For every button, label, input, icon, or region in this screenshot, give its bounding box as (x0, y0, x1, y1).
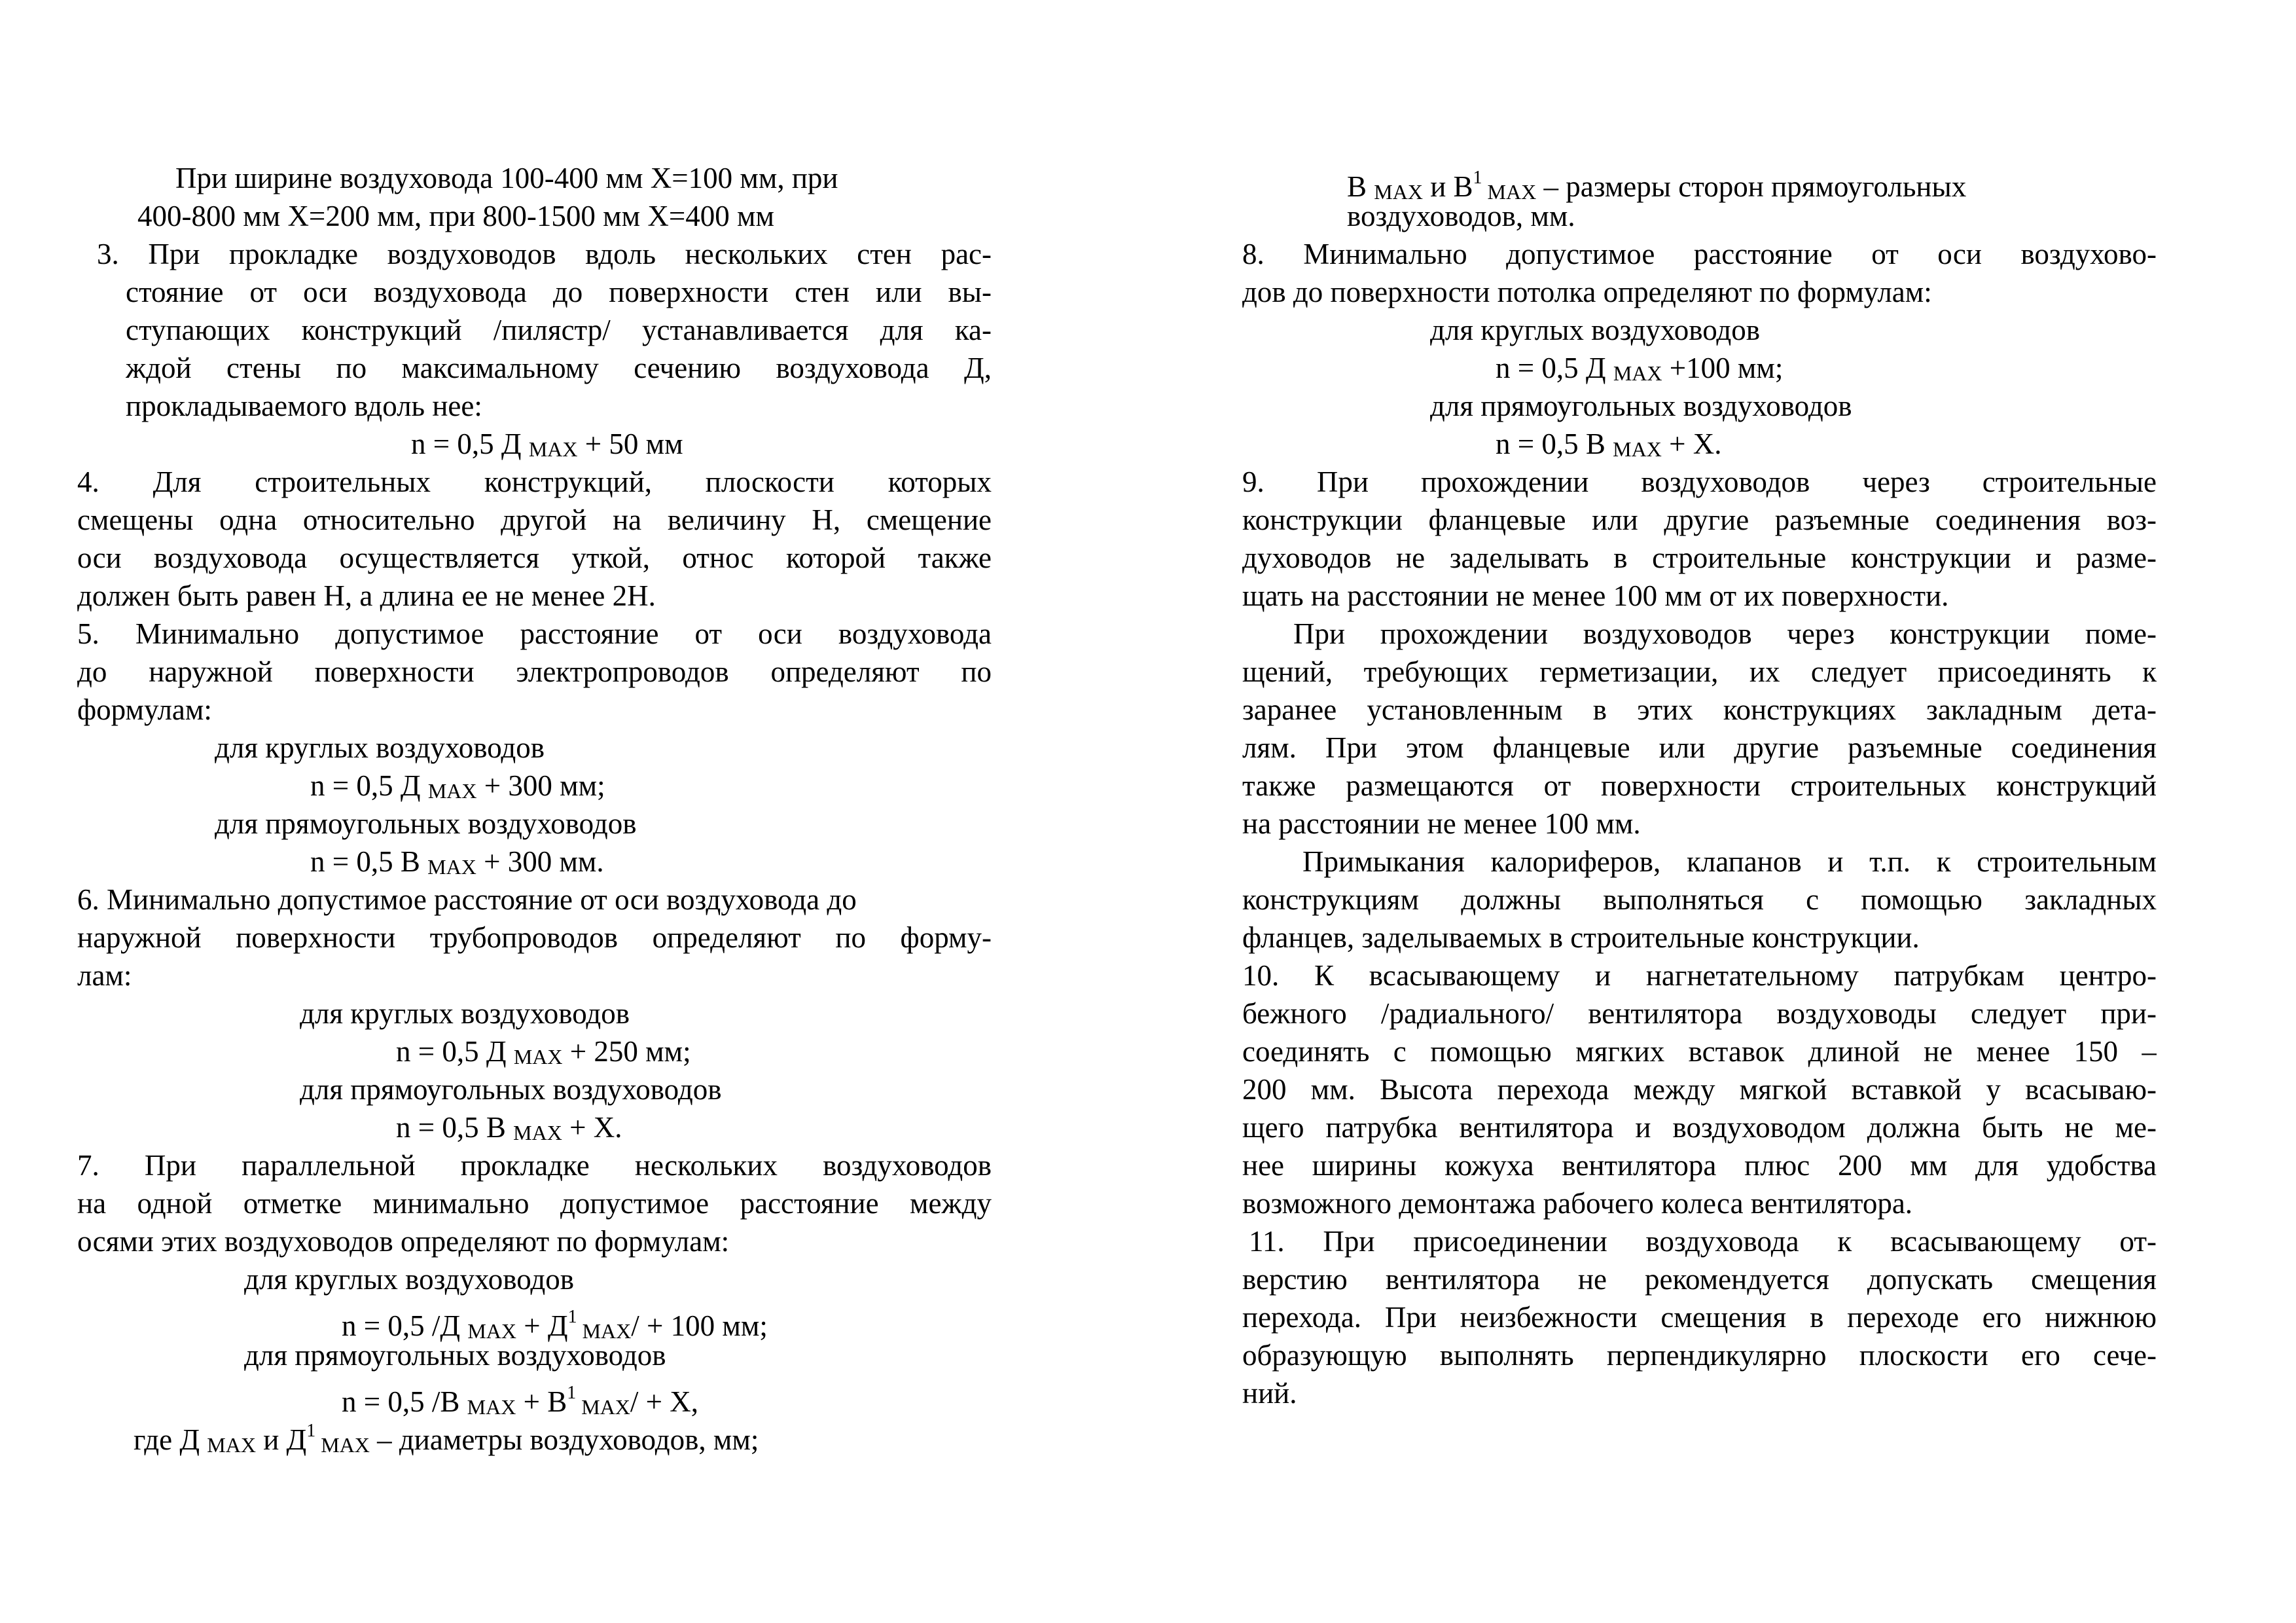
formula-subscript: MAX (1374, 180, 1423, 204)
item-6-line: 6. Минимально допустимое расстояние от оси воздуховода до (77, 883, 857, 916)
text-line: до наружной поверхности электропроводов определяют по (77, 655, 992, 688)
item-7-line: 7. При параллельной прокладке нескольких воздуховодов (77, 1149, 992, 1182)
paragraph-line: Примыкания калориферов, клапанов и т.п. к строительным (1302, 845, 2157, 878)
formula-part: n = 0,5 Д (310, 769, 428, 802)
formula-part: n = 0,5 Д (396, 1035, 514, 1068)
text-line: на расстоянии не менее 100 мм. (1242, 807, 1641, 840)
text-line: нее ширины кожуха вентилятора плюс 200 мм для удобства (1242, 1149, 2157, 1182)
text-line: соединять с помощью мягких вставок длиной не менее 150 – (1242, 1035, 2157, 1068)
formula-label: для круглых воздуховодов (300, 997, 630, 1030)
formula-part: – диаметры воздуховодов, мм; (369, 1423, 759, 1456)
text-line: 200 мм. Высота перехода между мягкой вставкой у всасываю- (1242, 1073, 2157, 1106)
formula-part: + 300 мм. (476, 845, 604, 878)
text-line: духоводов не заделывать в строительные конструкции и разме- (1242, 541, 2157, 574)
formula-label: для круглых воздуховодов (244, 1263, 575, 1296)
formula-part: +100 мм; (1662, 352, 1784, 384)
text-line: ждой стены по максимальному сечению воздуховода Д, (126, 352, 992, 384)
formula-part: / + Х, (630, 1385, 699, 1418)
formula-subscript: MAX (207, 1433, 256, 1457)
text-line: образующую выполнять перпендикулярно плоскости его сече- (1242, 1339, 2157, 1372)
formula-subscript: MAX (467, 1395, 516, 1419)
item-5-line: 5. Минимально допустимое расстояние от оси воздуховода (77, 617, 992, 650)
formula (310, 843, 604, 881)
formula-subscript: MAX (315, 1433, 370, 1457)
formula-superscript: 1 (567, 1307, 577, 1327)
text-line: на одной отметке минимально допустимое расстояние между (77, 1187, 992, 1220)
formula-subscript: MAX (513, 1045, 563, 1068)
formula-part: + 50 мм (577, 428, 683, 460)
text-line: возможного демонтажа рабочего колеса вентилятора. (1242, 1187, 1913, 1220)
text-line: конструкциям должны выполняться с помощью закладных (1242, 883, 2157, 916)
text-line: верстию вентилятора не рекомендуется допускать смещения (1242, 1263, 2157, 1296)
formula-subscript: MAX (513, 1121, 562, 1144)
formula (310, 767, 605, 805)
text-line: смещены одна относительно другой на величину Н, смещение (77, 503, 992, 536)
paragraph-line: При прохождении воздуховодов через конструкции поме- (1293, 617, 2157, 650)
formula-part: + 300 мм; (476, 769, 605, 802)
formula-part: + Х. (562, 1111, 622, 1144)
text-line: заранее установленным в этих конструкциях закладным дета- (1242, 693, 2157, 726)
formula-label: для прямоугольных воздуховодов (244, 1339, 666, 1372)
text-line: также размещаются от поверхности строительных конструкций (1242, 769, 2157, 802)
item-4-line: 4. Для строительных конструкций, плоскости которых (77, 465, 992, 498)
formula-part: + В (516, 1385, 567, 1418)
formula-part: n = 0,5 В (396, 1111, 514, 1144)
formula-subscript: MAX (1613, 437, 1662, 461)
formula-part: + Х. (1661, 428, 1722, 460)
text-line: формулам: (77, 693, 212, 726)
formula-subscript: MAX (576, 1395, 630, 1419)
text-line: наружной поверхности трубопроводов определяют по форму- (77, 921, 992, 954)
formula (342, 1298, 768, 1343)
formula-label: для круглых воздуховодов (215, 731, 545, 764)
formula-subscript: MAX (467, 1319, 516, 1343)
formula-part: где Д (134, 1423, 207, 1456)
formula-superscript: 1 (1473, 168, 1482, 188)
formula-subscript: MAX (427, 779, 477, 803)
text-line: При ширине воздуховода 100-400 мм Х=100 мм, при (175, 162, 838, 194)
formula-part: и Д (255, 1423, 307, 1456)
text-line: ступающих конструкций /пилястр/ устанавливается для ка- (126, 314, 992, 346)
formula-part: n = 0,5 Д (1496, 352, 1613, 384)
formula-subscript: MAX (427, 855, 476, 879)
text-line: стояние от оси воздуховода до поверхности стен или вы- (126, 276, 992, 308)
formula-part: и В (1422, 170, 1473, 203)
formula-superscript: 1 (567, 1383, 577, 1403)
formula-subscript: MAX (1482, 180, 1537, 204)
text-line: фланцев, заделываемых в строительные конструкции. (1242, 921, 1920, 954)
formula-part: / + 100 мм; (631, 1309, 768, 1342)
text-line: дов до поверхности потолка определяют по формулам: (1242, 276, 1932, 308)
item-10-line: 10. К всасывающему и нагнетательному патрубкам центро- (1242, 959, 2157, 992)
formula-label: для прямоугольных воздуховодов (215, 807, 637, 840)
text-line: перехода. При неизбежности смещения в переходе его нижнюю (1242, 1301, 2157, 1334)
text-line: оси воздуховода осуществляется уткой, относ которой также (77, 541, 992, 574)
formula-part: n = 0,5 /В (342, 1385, 467, 1418)
formula-part: + Д (516, 1309, 568, 1342)
formula-label: для прямоугольных воздуховодов (1430, 390, 1852, 422)
text-line: бежного /радиального/ вентилятора воздуховоды следует при- (1242, 997, 2157, 1030)
formula-note (1347, 159, 1967, 204)
formula-subscript: MAX (577, 1319, 632, 1343)
formula-part: n = 0,5 Д (411, 428, 529, 460)
text-line: должен быть равен Н, а длина ее не менее 2Н. (77, 579, 656, 612)
formula-subscript: MAX (528, 437, 578, 461)
formula (411, 425, 683, 463)
formula (396, 1032, 691, 1070)
formula (396, 1108, 622, 1146)
formula (1496, 425, 1721, 463)
text-line: конструкции фланцевые или другие разъемные соединения воз- (1242, 503, 2157, 536)
text-line: щений, требующих герметизации, их следует присоединять к (1242, 655, 2157, 688)
text-line: воздуховодов, мм. (1347, 200, 1575, 232)
item-9-line: 9. При прохождении воздуховодов через строительные (1242, 465, 2157, 498)
text-line: щать на расстоянии не менее 100 мм от их поверхности. (1242, 579, 1949, 612)
text-line: осями этих воздуховодов определяют по формулам: (77, 1225, 730, 1258)
text-line: щего патрубка вентилятора и воздуховодом должна быть не ме- (1242, 1111, 2157, 1144)
item-11-line: 11. При присоединении воздуховода к всасывающему от- (1249, 1225, 2157, 1258)
formula-note (134, 1412, 759, 1457)
item-8-line: 8. Минимально допустимое расстояние от оси воздухово- (1242, 238, 2157, 270)
formula (342, 1374, 699, 1419)
formula-superscript: 1 (306, 1421, 316, 1441)
formula-part: n = 0,5 В (1496, 428, 1613, 460)
formula-part: В (1347, 170, 1374, 203)
formula-part: – размеры сторон прямоугольных (1536, 170, 1967, 203)
text-line: лям. При этом фланцевые или другие разъемные соединения (1242, 731, 2157, 764)
formula-part: + 250 мм; (562, 1035, 691, 1068)
formula-part: n = 0,5 В (310, 845, 428, 878)
formula-part: n = 0,5 /Д (342, 1309, 468, 1342)
text-line: прокладываемого вдоль нее: (126, 390, 482, 422)
text-line: ний. (1242, 1377, 1297, 1410)
text-line: 400-800 мм Х=200 мм, при 800-1500 мм Х=400 мм (137, 200, 774, 232)
formula-subscript: MAX (1613, 361, 1662, 385)
text-line: лам: (77, 959, 132, 992)
formula (1496, 349, 1783, 387)
formula-label: для круглых воздуховодов (1430, 314, 1761, 346)
item-3-line: 3. При прокладке воздуховодов вдоль нескольких стен рас- (97, 238, 992, 270)
formula-label: для прямоугольных воздуховодов (300, 1073, 722, 1106)
